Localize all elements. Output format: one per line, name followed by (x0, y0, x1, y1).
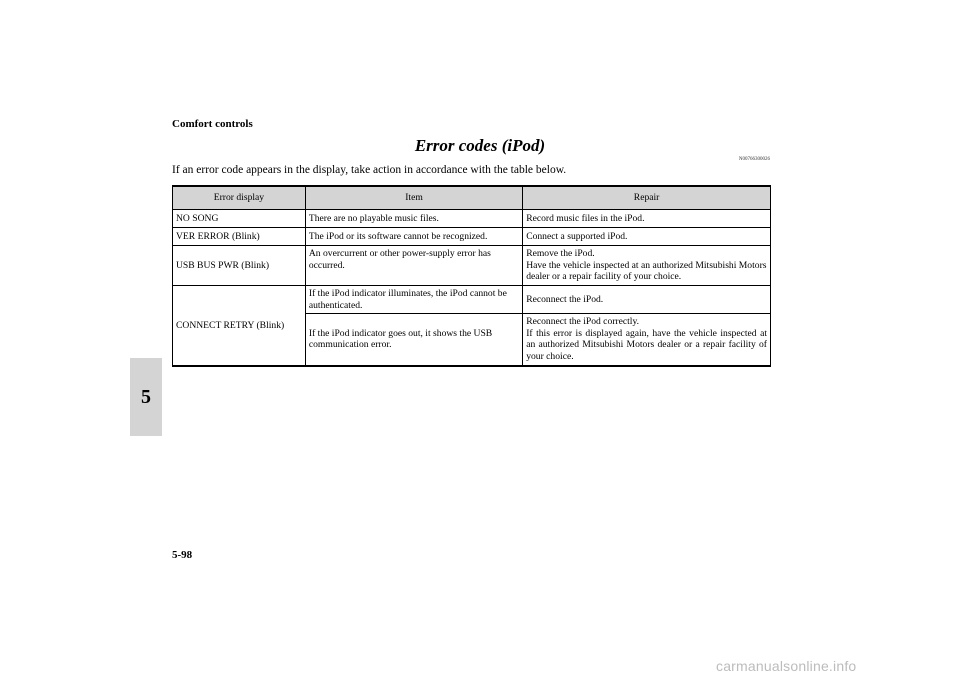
table-row (173, 210, 771, 228)
repair-cell: Connect a supported iPod. (523, 228, 771, 246)
item-cell: The iPod or its software cannot be recognized. (305, 228, 522, 246)
page-number: 5-98 (172, 549, 193, 561)
column-header-error-display: Error display (173, 186, 306, 210)
section-header: Comfort controls (172, 118, 253, 130)
item-cell: There are no playable music files. (305, 210, 522, 228)
column-header-repair: Repair (523, 186, 771, 210)
column-header-item: Item (305, 186, 522, 210)
repair-cell: Record music files in the iPod. (523, 210, 771, 228)
table-row (173, 228, 771, 246)
page-title: Error codes (iPod) (414, 136, 546, 155)
error-display-cell: USB BUS PWR (Blink) (173, 246, 306, 286)
error-display-cell: CONNECT RETRY (Blink) (173, 286, 306, 366)
reference-code: N00766300026 (738, 157, 770, 162)
table-header-row (173, 186, 771, 210)
error-codes-table (172, 185, 771, 367)
item-cell: If the iPod indicator illuminates, the iPod cannot be authenticated. (305, 286, 522, 314)
chapter-tab: 5 (130, 358, 162, 436)
error-display-cell: NO SONG (173, 210, 306, 228)
table-row (173, 286, 771, 314)
repair-cell: Reconnect the iPod. (523, 286, 771, 314)
table-row (173, 246, 771, 286)
footer-watermark: carmanualsonline.info (716, 658, 857, 674)
intro-text: If an error code appears in the display, take action in accordance with the table below. (172, 164, 567, 176)
repair-cell: Reconnect the iPod correctly. If this error is displayed again, have the vehicle inspected at an authorized Mitsubishi Motors dealer or a repair facility of your choice. (523, 314, 771, 366)
error-display-cell: VER ERROR (Blink) (173, 228, 306, 246)
repair-cell: Remove the iPod. Have the vehicle inspected at an authorized Mitsubishi Motors dealer or a repair facility of your choice. (523, 246, 771, 286)
item-cell: If the iPod indicator goes out, it shows the USB communication error. (305, 314, 522, 366)
item-cell: An overcurrent or other power-supply error has occurred. (305, 246, 522, 286)
